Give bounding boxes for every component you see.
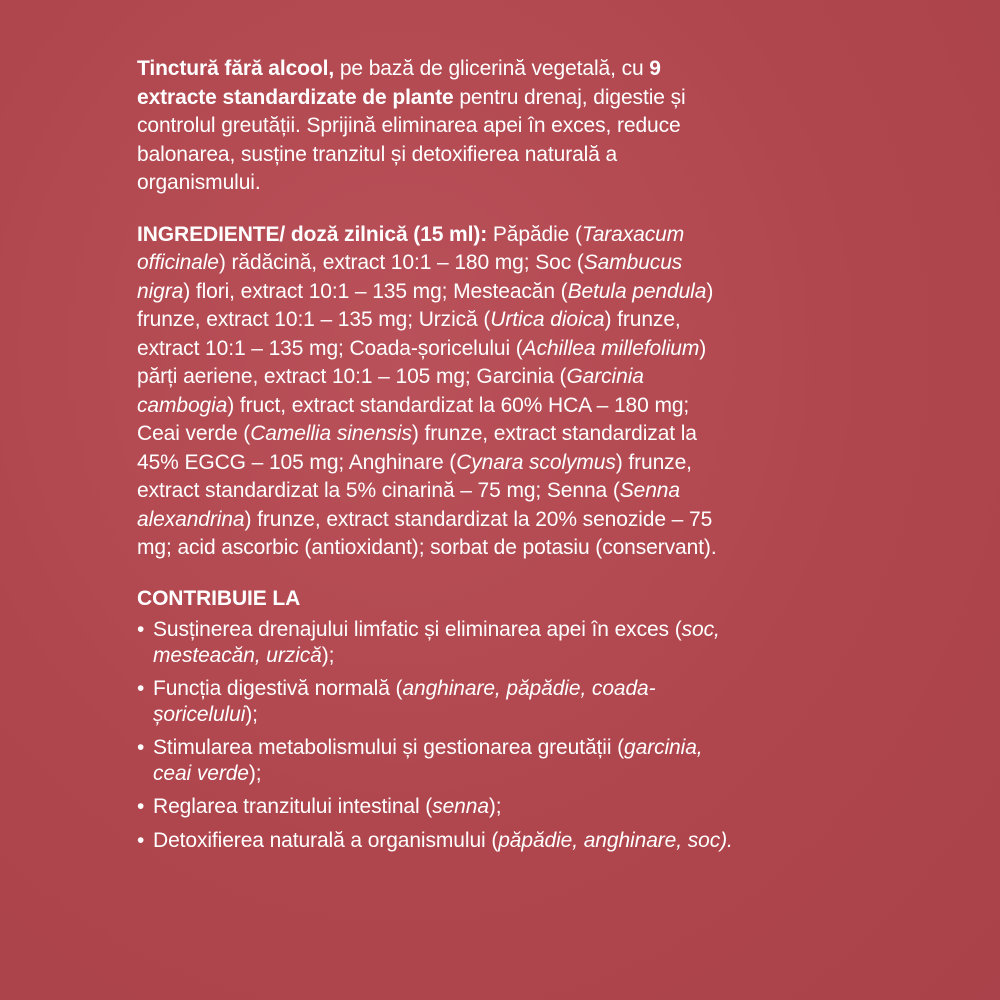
latin-name: Garcinia cambogia (137, 365, 644, 417)
ingredients-text: ) frunze, extract 10:1 – 135 mg; Urzică ( (137, 279, 714, 331)
latin-name: Taraxacum officinale (137, 222, 685, 274)
latin-name: Cynara scolymus (456, 450, 616, 474)
benefit-end: ); (245, 702, 258, 726)
latin-name: Senna alexandrina (137, 479, 680, 531)
benefit-text: Funcția digestivă normală ( (153, 677, 403, 700)
intro-bold-alcohol-free: Tinctură fără alcool, (137, 57, 335, 80)
benefit-text: Stimularea metabolismului și gestionarea greutății ( (153, 736, 625, 759)
intro-text-1: pe bază de glicerină vegetală, cu (334, 57, 650, 80)
latin-name: Betula pendula (567, 279, 707, 303)
ingredients-paragraph (137, 221, 737, 563)
benefit-end: ); (248, 761, 262, 785)
ingredients-text: ) frunze, extract 10:1 – 135 mg; Coada-șoricelului ( (137, 308, 681, 360)
ingredients-text: ) frunze, extract standardizat la 20% senozide – 75 mg; acid ascorbic (antioxidant); sorbat de potasiu (conservant). (137, 507, 717, 559)
ingredients-heading: INGREDIENTE/ doză zilnică (15 ml): (137, 222, 488, 246)
benefit-sources: soc, mesteacăn, urzică (153, 618, 720, 667)
benefit-item (137, 794, 737, 820)
benefit-sources: senna (432, 795, 489, 818)
ingredients-text: ) frunze, extract standardizat la 5% cinarină – 75 mg; Senna ( (137, 450, 692, 502)
benefit-text: Reglarea tranzitului intestinal ( (153, 795, 433, 818)
benefit-item (137, 828, 737, 854)
benefit-item (137, 735, 737, 786)
benefit-text: Susținerea drenajului limfatic și eliminarea apei în exces ( (153, 618, 682, 641)
ingredients-text: ) flori, extract 10:1 – 135 mg; Mesteacăn ( (183, 279, 568, 303)
ingredients-text: ) fruct, extract standardizat la 60% HCA – 180 mg; Ceai verde ( (137, 393, 690, 445)
benefit-item (137, 617, 737, 668)
product-description (137, 55, 737, 861)
benefit-text: Detoxifierea naturală a organismului ( (153, 828, 499, 852)
benefit-end: ); (321, 643, 335, 667)
intro-bold-extracts: 9 extracte standardizate de plante (137, 57, 661, 109)
intro-paragraph (137, 55, 737, 198)
benefits-list (137, 617, 737, 853)
ingredients-text: ) rădăcină, extract 10:1 – 180 mg; Soc ( (218, 251, 584, 274)
benefit-sources: garcinia, ceai verde (153, 736, 703, 785)
latin-name: Camellia sinensis (250, 422, 412, 445)
latin-name: Urtica dioica (490, 308, 605, 331)
intro-text-2: pentru drenaj, digestie și controlul greutății. Sprijină eliminarea apei în exces, reduce balonarea, susține tranzitul și detoxifierea naturală a organismului. (137, 85, 686, 194)
benefit-end: ); (488, 795, 502, 818)
benefit-sources: anghinare, păpădie, coada-șoricelului (153, 677, 656, 726)
latin-name: Achillea millefolium (522, 336, 700, 360)
ingredients-text: ) părți aeriene, extract 10:1 – 105 mg; Garcinia ( (137, 336, 707, 388)
ingredients-text: ) frunze, extract standardizat la 45% EGCG – 105 mg; Anghinare ( (137, 422, 697, 474)
benefit-sources: păpădie, anghinare, soc). (498, 828, 733, 852)
ingredients-text: Păpădie ( (487, 222, 582, 246)
latin-name: Sambucus nigra (137, 251, 683, 303)
contribuie-heading: CONTRIBUIE LA (137, 586, 301, 610)
benefit-item (137, 676, 737, 727)
